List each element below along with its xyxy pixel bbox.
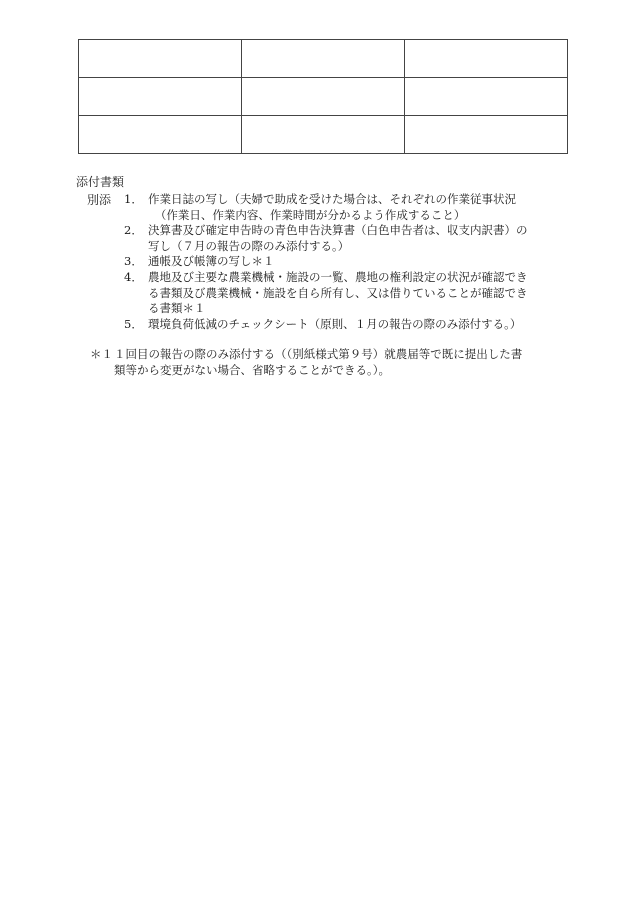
table-cell (79, 116, 242, 154)
list-item-line: 通帳及び帳簿の写し＊１ (148, 254, 275, 269)
list-item (124, 223, 564, 254)
footnote (90, 347, 560, 378)
table-cell (242, 40, 405, 78)
list-item-number: 1． (124, 192, 143, 206)
list-item-line: （作業日、作業内容、作業時間が分かるよう作成すること） (154, 207, 466, 222)
list-item-line: 作業日誌の写し（夫婦で助成を受けた場合は、それぞれの作業従事状況 (148, 192, 516, 206)
list-item-text (148, 254, 564, 270)
list-item-line: る書類及び農業機械・施設を自ら所有し、又は借りていることが確認でき (148, 285, 528, 300)
list-item (124, 270, 564, 317)
footnote-text (114, 347, 560, 378)
table-row (79, 116, 568, 154)
list-item-number: 5． (124, 316, 143, 331)
list-item-line: 決算書及び確定申告時の青色申告決算書（白色申告者は、収支内訳書）の (148, 223, 528, 238)
table-row (79, 40, 568, 78)
table-cell (242, 116, 405, 154)
list-item-number: 4． (124, 269, 143, 284)
table-cell (405, 78, 568, 116)
list-item-line: 環境負荷低減のチェックシート（原則、１月の報告の際のみ添付する。） (148, 316, 522, 331)
list-item-number: 2． (124, 223, 143, 238)
table-cell (242, 78, 405, 116)
blank-table (78, 39, 568, 154)
table-cell (405, 40, 568, 78)
section-title: 添付書類 (76, 175, 125, 189)
table-row (79, 78, 568, 116)
attachment-list (124, 192, 564, 332)
list-item-text (148, 270, 564, 317)
footnote-line: １回目の報告の際のみ添付する（（別紙様式第９号）就農届等で既に提出した書 (114, 347, 523, 361)
table-cell (405, 116, 568, 154)
list-item (124, 254, 564, 270)
list-item-line: る書類＊１ (148, 301, 206, 316)
list-item-line: 農地及び主要な農業機械・施設の一覧、農地の権利設定の状況が確認でき (148, 269, 528, 284)
list-item (124, 192, 564, 223)
footnote-line: 類等から変更がない場合、省略することができる。）。 (114, 362, 390, 377)
list-item-number: 3． (124, 254, 143, 269)
attachment-label: 別添 (87, 193, 112, 207)
table-cell (79, 40, 242, 78)
table-cell (79, 78, 242, 116)
list-item-text (148, 317, 564, 333)
list-item (124, 317, 564, 333)
list-item-text (148, 223, 564, 254)
footnote-mark: ＊１ (90, 347, 113, 361)
list-item-line: 写し（７月の報告の際のみ添付する。） (148, 238, 350, 253)
list-item-text (148, 192, 564, 223)
